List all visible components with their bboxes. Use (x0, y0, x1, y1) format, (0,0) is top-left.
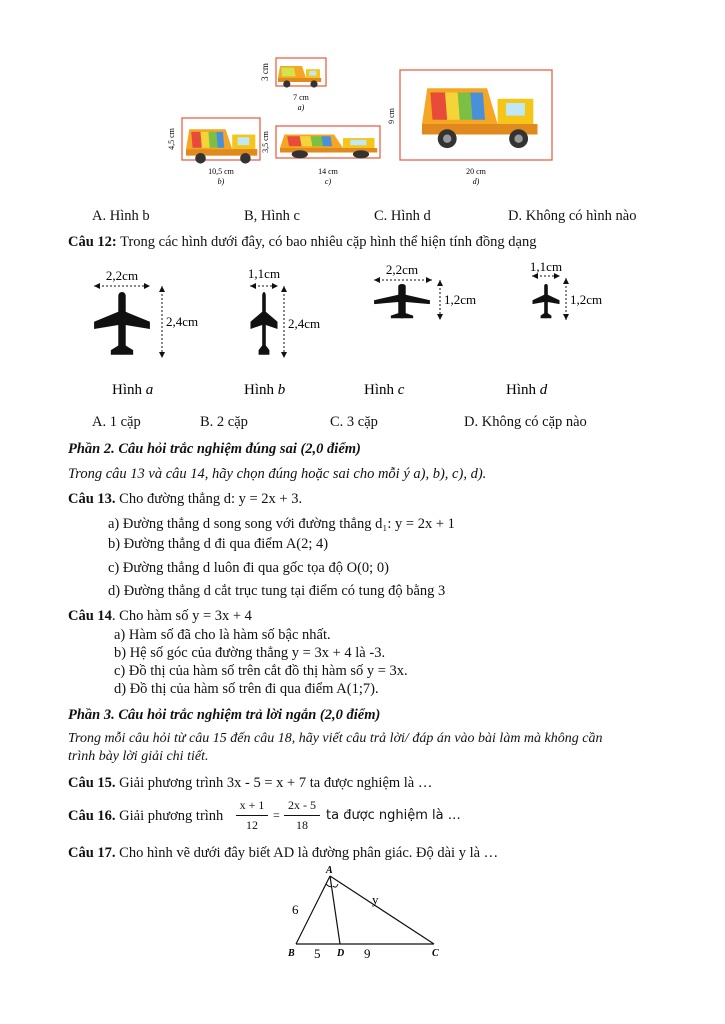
q14-item-d: d) Đồ thị của hàm số trên đi qua điểm A(1;7). (114, 681, 379, 697)
q15-question (68, 775, 432, 792)
plane-b-width: 1,1cm (247, 266, 281, 281)
q16-frac1-num: x + 1 (239, 798, 265, 812)
q12-option-a[interactable]: A. 1 cặp (92, 414, 141, 430)
truck-c-label: c) (324, 177, 332, 186)
part3-instruction-line2: trình bày lời giải chi tiết. (68, 749, 209, 764)
segment-dc-length: 9 (364, 946, 371, 961)
side-ab-length: 6 (292, 902, 299, 917)
q14-label: Câu 14 (68, 608, 112, 624)
q12-option-c[interactable]: C. 3 cặp (330, 414, 378, 430)
q16-text: Giải phương trình (115, 808, 224, 824)
q15-label: Câu 15. (68, 775, 116, 791)
q12-label: Câu 12: (68, 234, 117, 250)
side-ac-length: y (372, 892, 379, 907)
vertex-a: A (326, 865, 333, 876)
plane-a-caption: Hình a (112, 382, 154, 398)
q16-fraction-left (236, 798, 268, 833)
truck-b-width: 10,5 cm (208, 167, 234, 176)
q13-item-b: b) Đường thẳng d đi qua điểm A(2; 4) (108, 536, 329, 552)
truck-d-height: 9 cm (387, 108, 396, 124)
q13-label: Câu 13. (68, 491, 116, 507)
plane-c-width: 2,2cm (385, 262, 419, 277)
q13-question (68, 491, 302, 508)
q14-item-c: c) Đồ thị của hàm số trên cắt đồ thị hàm số y = 3x. (114, 663, 408, 679)
segment-bd-length: 5 (314, 946, 321, 961)
q12-text: Trong các hình dưới đây, có bao nhiêu cặp hình thể hiện tính đồng dạng (116, 234, 537, 250)
q14-item-a: a) Hàm số đã cho là hàm số bậc nhất. (114, 627, 331, 643)
q16-frac2-num: 2x - 5 (288, 798, 316, 812)
plane-d-height: 1,2cm (570, 292, 603, 307)
q12-question (68, 234, 536, 251)
plane-d-icon (533, 284, 560, 318)
truck-b-label: b) (217, 177, 225, 186)
part2-instruction: Trong câu 13 và câu 14, hãy chọn đúng hoặc sai cho mỗi ý a), b), c), d). (68, 466, 487, 482)
q11-option-d[interactable]: D. Không có hình nào (508, 208, 637, 224)
part2-title: Phần 2. Câu hỏi trắc nghiệm đúng sai (2,0 điểm) (68, 441, 361, 457)
q16-question (68, 808, 223, 825)
plane-b-height: 2,4cm (288, 316, 321, 331)
q17-question (68, 845, 498, 862)
plane-d-width: 1,1cm (529, 259, 563, 274)
part3-instruction-line1: Trong mỗi câu hỏi từ câu 15 đến câu 18, hãy viết câu trả lời/ đáp án vào bài làm mà không cần (68, 731, 603, 746)
truck-figures (160, 50, 570, 200)
q16-equals: = (273, 808, 280, 822)
triangle-figure (270, 862, 460, 962)
q16-fraction-right (284, 798, 320, 833)
q14-item-b: b) Hệ số góc của đường thẳng y = 3x + 4 là -3. (114, 645, 386, 661)
truck-d-width: 20 cm (466, 167, 486, 176)
q12-option-b[interactable]: B. 2 cặp (200, 414, 248, 430)
plane-d-caption: Hình d (506, 382, 548, 398)
q13-item-d: d) Đường thẳng d cắt trục tung tại điểm có tung độ bằng 3 (108, 583, 446, 599)
q16-frac1-den: 12 (246, 818, 258, 832)
truck-b-icon (186, 129, 257, 163)
vertex-d: D (337, 948, 345, 959)
truck-a-height: 3 cm (260, 63, 270, 81)
q13-item-a: a) Đường thẳng d song song với đường thẳng d₁: y = 2x + 1 (108, 516, 455, 532)
q15-text: Giải phương trình 3x - 5 = x + 7 ta được nghiệm là … (115, 775, 433, 791)
q17-label: Câu 17. (68, 845, 116, 861)
truck-d-label: d) (472, 177, 480, 186)
truck-a-width: 7 cm (293, 93, 309, 102)
plane-c-icon (374, 284, 430, 318)
truck-a-icon (278, 66, 321, 88)
q11-option-b[interactable]: B, Hình c (244, 208, 300, 224)
plane-a-height: 2,4cm (166, 314, 199, 329)
q11-option-a[interactable]: A. Hình b (92, 208, 150, 224)
plane-b-icon (251, 292, 278, 355)
plane-c-caption: Hình c (364, 382, 405, 398)
truck-c-width: 14 cm (318, 167, 338, 176)
plane-figures (80, 258, 640, 408)
q13-text: Cho đường thẳng d: y = 2x + 3. (115, 491, 303, 507)
truck-d-icon (422, 88, 538, 148)
truck-a-label: a) (297, 103, 305, 112)
q12-option-d[interactable]: D. Không có cặp nào (464, 414, 587, 430)
q17-text: Cho hình vẽ dưới đây biết AD là đường phân giác. Độ dài y là … (115, 845, 499, 861)
q14-text: . Cho hàm số y = 3x + 4 (111, 608, 252, 624)
q13-item-c: c) Đường thẳng d luôn đi qua gốc tọa độ O(0; 0) (108, 560, 389, 576)
q16-frac2-den: 18 (296, 818, 308, 832)
truck-b-height: 4,5 cm (167, 128, 176, 150)
part3-title: Phần 3. Câu hỏi trắc nghiệm trả lời ngắn (2,0 điểm) (68, 707, 381, 723)
truck-c-height: 3,5 cm (261, 131, 270, 153)
q14-question (68, 608, 252, 625)
plane-a-width: 2,2cm (105, 268, 139, 283)
truck-c-icon (280, 135, 377, 159)
q16-tail: ta được nghiệm là … (326, 808, 461, 823)
plane-a-icon (94, 292, 150, 355)
plane-b-caption: Hình b (244, 382, 286, 398)
q16-label: Câu 16. (68, 808, 116, 824)
q11-option-c[interactable]: C. Hình d (374, 208, 431, 224)
plane-c-height: 1,2cm (444, 292, 477, 307)
vertex-c: C (432, 948, 439, 959)
vertex-b: B (288, 948, 295, 959)
